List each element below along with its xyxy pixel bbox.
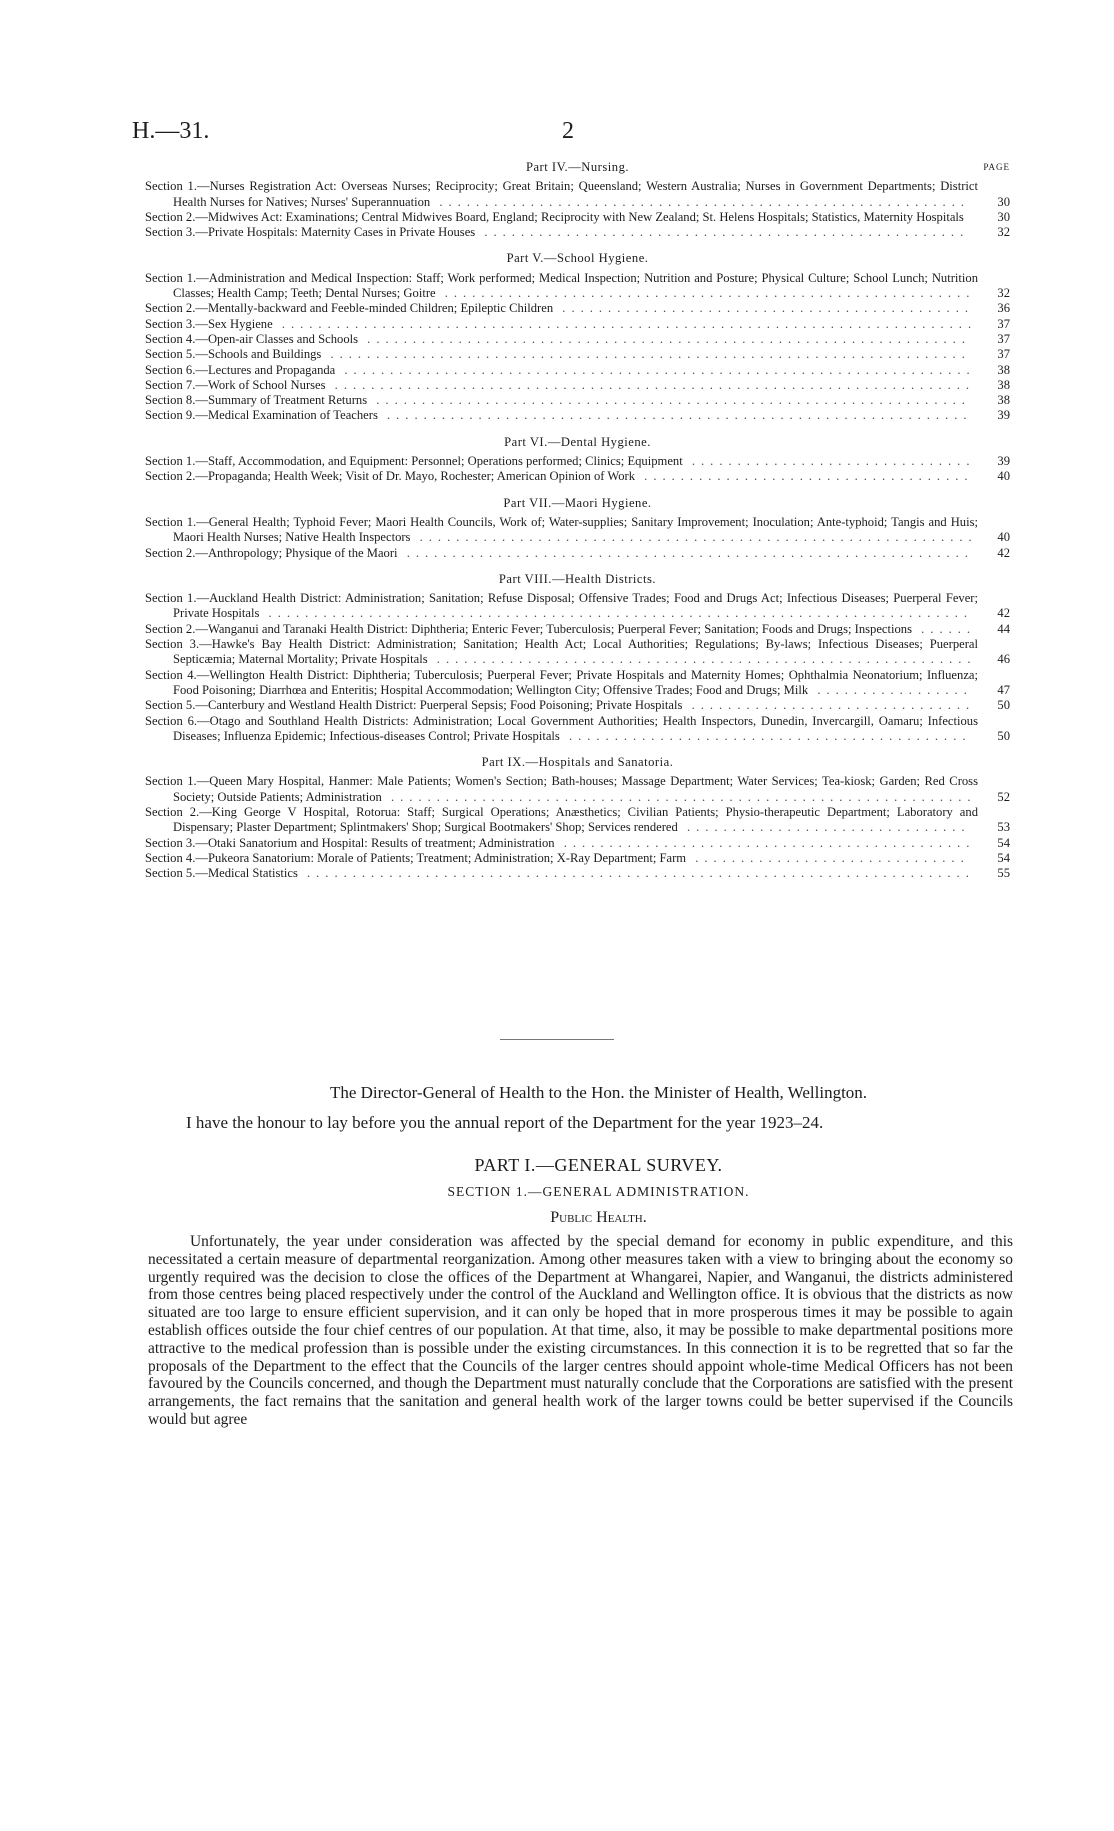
- toc-entry-text: [145, 515, 978, 546]
- toc-entry: [145, 591, 1010, 622]
- toc-entry-label: Section 4.—Pukeora Sanatorium: Morale of Patients; Treatment; Administration; X-Ray Department; Farm: [145, 850, 687, 865]
- dot-leader: ................................................................: [381, 789, 977, 804]
- toc-entry: [145, 378, 1010, 393]
- dot-leader: ..........................................................: [430, 194, 970, 209]
- toc-entry-label: Section 1.—Auckland Health District: Administration; Sanitation; Refuse Disposal; Offensive Trades; Food and Drugs Act; Infectious Diseases; Puerperal Fever; Private Hospitals: [145, 591, 978, 621]
- dot-leader: ....................................: [635, 469, 974, 484]
- toc-entry: [145, 301, 1010, 316]
- toc-entry-text: [145, 866, 978, 881]
- toc-part-title-text: Part VIII.—Health Districts.: [498, 571, 657, 586]
- toc-entry-page: 46: [997, 652, 1010, 667]
- toc-entry: [145, 332, 1010, 347]
- toc-entry-text: [145, 836, 978, 851]
- toc-entry: [145, 408, 1010, 423]
- toc-entry-text: [145, 546, 978, 561]
- toc-entry-text: [145, 317, 978, 332]
- part-heading: PART I.—GENERAL SURVEY.: [474, 1155, 723, 1175]
- sub-heading: Public Health.: [550, 1209, 647, 1226]
- toc-entry-text: [145, 179, 978, 210]
- toc-entry-page: 39: [997, 408, 1010, 423]
- toc-entry-text: [145, 622, 978, 637]
- toc-entry-page: 40: [997, 469, 1010, 484]
- toc-part-title-text: Part VI.—Dental Hygiene.: [504, 434, 651, 449]
- dot-leader: ............................................: [559, 728, 972, 743]
- toc-entry-page: 55: [997, 866, 1010, 881]
- toc-entry: [145, 546, 1010, 561]
- toc-entry: [145, 317, 1010, 332]
- toc-entry: [145, 454, 1010, 469]
- toc-entry-text: [145, 378, 978, 393]
- toc-part-title: [145, 251, 1010, 266]
- toc-entry-page: 36: [997, 301, 1010, 316]
- toc-entry-text: [145, 225, 978, 240]
- toc-entry-page: 40: [997, 530, 1010, 545]
- toc-entry-page: 37: [997, 316, 1010, 331]
- toc-entry-label: Section 1.—Queen Mary Hospital, Hanmer: Male Patients; Women's Section; Bath-houses; Massage Department; Water Services; Tea-kiosk; Garden; Red Cross Society; Outside Patients; Administration: [145, 774, 978, 804]
- toc-entry-text: [145, 210, 978, 225]
- toc-entry-text: [145, 301, 978, 316]
- toc-entry-text: [145, 637, 978, 668]
- body-paragraph: Unfortunately, the year under consideration was affected by the special demand for economy in public expenditure, and this necessitated a certain measure of departmental reorganization. Among other measures taken with a view to bringing about the economy so urgently required was the decision to close the offices of the Department at Whangarei, Napier, and Wanganui, the districts administered from those centres being placed respectively under the control of the Auckland and Wellington office. It is obvious that the districts as now situated are too large to ensure efficient supervision, and it can only be hoped that in more prosperous times it may be possible to again establish offices outside the four chief centres of our population. At that time, also, it may be possible to make departmental positions more attractive to the medical profession than is possible under the existing circumstances. In this connection it is to be regretted that so far the proposals of the Department to the effect that the Councils of the larger centres should appoint whole-time Medical Officers has not been favoured by the Councils concerned, and though the Department must naturally conclude that the Corporations are satisfied with the present arrangements, the fact remains that the sanitation and general health work of the larger towns could be better supervised if the Councils would but agree: [148, 1233, 1013, 1428]
- dot-leader: ...............................: [682, 698, 976, 713]
- toc-entry-label: Section 6.—Otago and Southland Health Districts: Administration; Local Government Authorities; Health Inspectors, Dunedin, Invercargill, Oamaru; Infectious Diseases; Influenza Epidemic; Infectious-diseases Control; Private Hospitals: [145, 713, 978, 743]
- toc-part-title-text: Part IX.—Hospitals and Sanatoria.: [481, 755, 674, 770]
- toc-entry-page: 52: [997, 789, 1010, 804]
- toc-entry-text: [145, 393, 978, 408]
- toc-entry-label: Section 2.—Anthropology; Physique of the Maori: [145, 545, 398, 560]
- dot-leader: .................................................................: [367, 393, 971, 408]
- toc-entry-label: Section 5.—Medical Statistics: [145, 866, 298, 881]
- section-heading: SECTION 1.—GENERAL ADMINISTRATION.: [447, 1184, 750, 1199]
- report-body: [148, 1083, 1013, 1429]
- toc-entry-label: Section 7.—Work of School Nurses: [145, 377, 326, 392]
- toc-part-title: [145, 160, 1010, 175]
- toc-entry-label: Section 9.—Medical Examination of Teachers: [145, 408, 378, 423]
- table-of-contents: [145, 160, 1010, 881]
- toc-part-title: [145, 496, 1010, 511]
- toc-entry: [145, 836, 1010, 851]
- toc-entry-page: 47: [997, 682, 1010, 697]
- toc-entry: [145, 179, 1010, 210]
- toc-entry-page: 44: [997, 621, 1010, 636]
- toc-entry-label: Section 2.—King George V Hospital, Rotorua: Staff; Surgical Operations; Anæsthetics; Civilian Patients; Physio-therapeutic Department; Laboratory and Dispensary; Plaster Department; Splintmakers' Shop; Surgical Bootmakers' Shop; Services rendered: [145, 804, 978, 835]
- toc-entry-label: Section 6.—Lectures and Propaganda: [145, 362, 336, 377]
- toc-entry: [145, 714, 1010, 745]
- toc-entry-page: 38: [997, 377, 1010, 392]
- toc-entry-page: 30: [997, 194, 1010, 209]
- toc-entry-label: Section 5.—Schools and Buildings: [145, 347, 322, 362]
- toc-entry: [145, 225, 1010, 240]
- dot-leader: ................................................................: [377, 408, 973, 423]
- toc-entry: [145, 698, 1010, 713]
- toc-entry-text: [145, 805, 978, 836]
- toc-entry-text: [145, 408, 978, 423]
- dot-leader: ...............................: [677, 820, 971, 835]
- toc-entry: [145, 363, 1010, 378]
- toc-entry-label: Section 1.—Nurses Registration Act: Overseas Nurses; Reciprocity; Great Britain; Queensland; Western Australia; Nurses in Government Departments; District Health Nurses for Natives; Nurses' Superannuation: [145, 179, 978, 209]
- toc-entry-page: 54: [997, 850, 1010, 865]
- toc-entry: [145, 347, 1010, 362]
- toc-entry-page: 38: [997, 362, 1010, 377]
- toc-entry-text: [145, 774, 978, 805]
- dot-leader: .............................................: [554, 835, 976, 850]
- dot-leader: ............................................................................: [272, 316, 978, 331]
- toc-entry: [145, 805, 1010, 836]
- toc-entry-page: 38: [997, 393, 1010, 408]
- toc-entry-label: Section 2.—Mentally-backward and Feeble-minded Children; Epileptic Children: [145, 301, 554, 316]
- toc-entry-text: [145, 714, 978, 745]
- dot-leader: ..........................................................: [435, 286, 976, 301]
- dot-leader: ..............................................................: [397, 545, 974, 560]
- toc-entry-label: Section 3.—Sex Hygiene: [145, 316, 273, 331]
- salutation: The Director-General of Health to the Hon. the Minister of Health, Wellington.: [329, 1083, 868, 1102]
- page-number: 2: [562, 118, 574, 144]
- toc-entry-page: 37: [997, 347, 1010, 362]
- toc-entry-label: Section 3.—Otaki Sanatorium and Hospital: Results of treatment; Administration: [145, 835, 555, 850]
- toc-entry-text: [145, 668, 978, 699]
- toc-entry-text: [145, 271, 978, 302]
- toc-entry-text: [145, 332, 978, 347]
- dot-leader: .................: [808, 682, 973, 697]
- toc-entry-page: 50: [997, 728, 1010, 743]
- toc-entry-label: Section 2.—Midwives Act: Examinations; Central Midwives Board, England; Reciprocity with New Zealand; St. Helens Hospitals; Statistics, Maternity Hospitals: [145, 209, 964, 224]
- dot-leader: ..................................................................: [358, 331, 971, 346]
- toc-entry-text: [145, 469, 978, 484]
- toc-entry: [145, 637, 1010, 668]
- toc-entry-label: Section 1.—Staff, Accommodation, and Equipment: Personnel; Operations performed; Clinics; Equipment: [145, 454, 683, 469]
- toc-entry: [145, 866, 1010, 881]
- section-divider: [500, 1039, 614, 1040]
- toc-entry: [145, 210, 1010, 225]
- toc-entry: [145, 851, 1010, 866]
- document-reference: H.—31.: [132, 118, 210, 144]
- toc-entry: [145, 271, 1010, 302]
- toc-entry-label: Section 3.—Hawke's Bay Health District: Administration; Sanitation; Health Act; Local Authorities; Regulations; By-laws; Infectious Diseases; Puerperal Septicæmia; Maternal Mortality; Private Hospitals: [145, 637, 978, 667]
- toc-entry-text: [145, 454, 978, 469]
- dot-leader: .............................................: [553, 301, 974, 316]
- toc-entry-text: [145, 363, 978, 378]
- toc-part-title-text: Part VII.—Maori Hygiene.: [503, 495, 652, 510]
- dot-leader: ......: [912, 621, 977, 636]
- toc-part-title: [145, 572, 1010, 587]
- toc-entry-text: [145, 698, 978, 713]
- toc-entry-page: 50: [997, 698, 1010, 713]
- dot-leader: .....................................................: [475, 225, 970, 240]
- dot-leader: ..............................: [686, 850, 970, 865]
- dot-leader: ......................................................................: [325, 377, 976, 392]
- toc-entry-label: Section 1.—Administration and Medical Inspection: Staff; Work performed; Medical Inspection; Nutrition and Posture; Physical Culture; School Lunch; Nutrition Classes; Health Camp; Teeth; Dental Nurses; Goitre: [145, 270, 978, 301]
- page-column-label: PAGE: [983, 162, 1010, 172]
- toc-entry: [145, 515, 1010, 546]
- toc-entry-page: 53: [997, 820, 1010, 835]
- toc-entry-label: Section 2.—Wanganui and Taranaki Health District: Diphtheria; Enteric Fever; Tuberculosis; Puerperal Fever; Sanitation; Foods and Drugs; Inspections: [145, 621, 912, 636]
- opening-line: I have the honour to lay before you the annual report of the Department for the year 1923–24.: [186, 1113, 824, 1132]
- toc-entry: [145, 469, 1010, 484]
- toc-entry-page: 42: [997, 545, 1010, 560]
- toc-entry-page: 32: [997, 286, 1010, 301]
- toc-entry-label: Section 4.—Open-air Classes and Schools: [145, 331, 359, 346]
- dot-leader: .............................................................................: [259, 606, 973, 621]
- toc-entry-label: Section 8.—Summary of Treatment Returns: [145, 393, 368, 408]
- toc-entry-page: 30: [997, 209, 1010, 224]
- toc-entry-label: Section 1.—General Health; Typhoid Fever; Maori Health Councils, Work of; Water-supplies; Sanitary Improvement; Inoculation; Ante-typhoid; Tangis and Huis; Maori Health Nurses; Native Health Inspectors: [145, 514, 978, 545]
- toc-entry-page: 54: [997, 835, 1010, 850]
- toc-entry-label: Section 2.—Propaganda; Health Week; Visit of Dr. Mayo, Rochester; American Opinion of Work: [145, 469, 636, 484]
- toc-entry-page: 32: [997, 225, 1010, 240]
- toc-entry: [145, 668, 1010, 699]
- dot-leader: .............................................................: [410, 530, 978, 545]
- toc-entry-page: 42: [997, 606, 1010, 621]
- toc-entry-page: 37: [997, 331, 1010, 346]
- toc-entry-text: [145, 851, 978, 866]
- toc-entry-label: Section 3.—Private Hospitals: Maternity Cases in Private Houses: [145, 225, 476, 240]
- toc-entry-label: Section 5.—Canterbury and Westland Health District: Puerperal Sepsis; Food Poisoning; Private Hospitals: [145, 698, 683, 713]
- toc-entry-text: [145, 347, 978, 362]
- dot-leader: ......................................................................: [321, 347, 971, 362]
- toc-part-title: [145, 435, 1010, 450]
- dot-leader: .....................................................................: [335, 362, 976, 377]
- toc-part-title-text: Part V.—School Hygiene.: [506, 251, 649, 266]
- dot-leader: .........................................................................: [297, 866, 975, 881]
- toc-entry-label: Section 4.—Wellington Health District: Diphtheria; Tuberculosis; Puerperal Fever; Private Hospitals and Maternity Homes; Ophthalmia Neonatorium; Influenza; Food Poisoning; Diarrhœa and Enteritis; Hospital Accommodation; Wellington City; Offensive Trades; Food and Drugs; Milk: [145, 667, 978, 697]
- toc-entry-text: [145, 591, 978, 622]
- page-header: [132, 118, 1012, 150]
- dot-leader: ...............................: [682, 454, 976, 469]
- toc-part-title: [145, 755, 1010, 770]
- toc-entry: [145, 774, 1010, 805]
- toc-entry-page: 39: [997, 454, 1010, 469]
- toc-entry: [145, 393, 1010, 408]
- toc-part-title-text: Part IV.—Nursing.: [525, 160, 630, 174]
- dot-leader: ...........................................................: [427, 652, 977, 667]
- toc-entry: [145, 622, 1010, 637]
